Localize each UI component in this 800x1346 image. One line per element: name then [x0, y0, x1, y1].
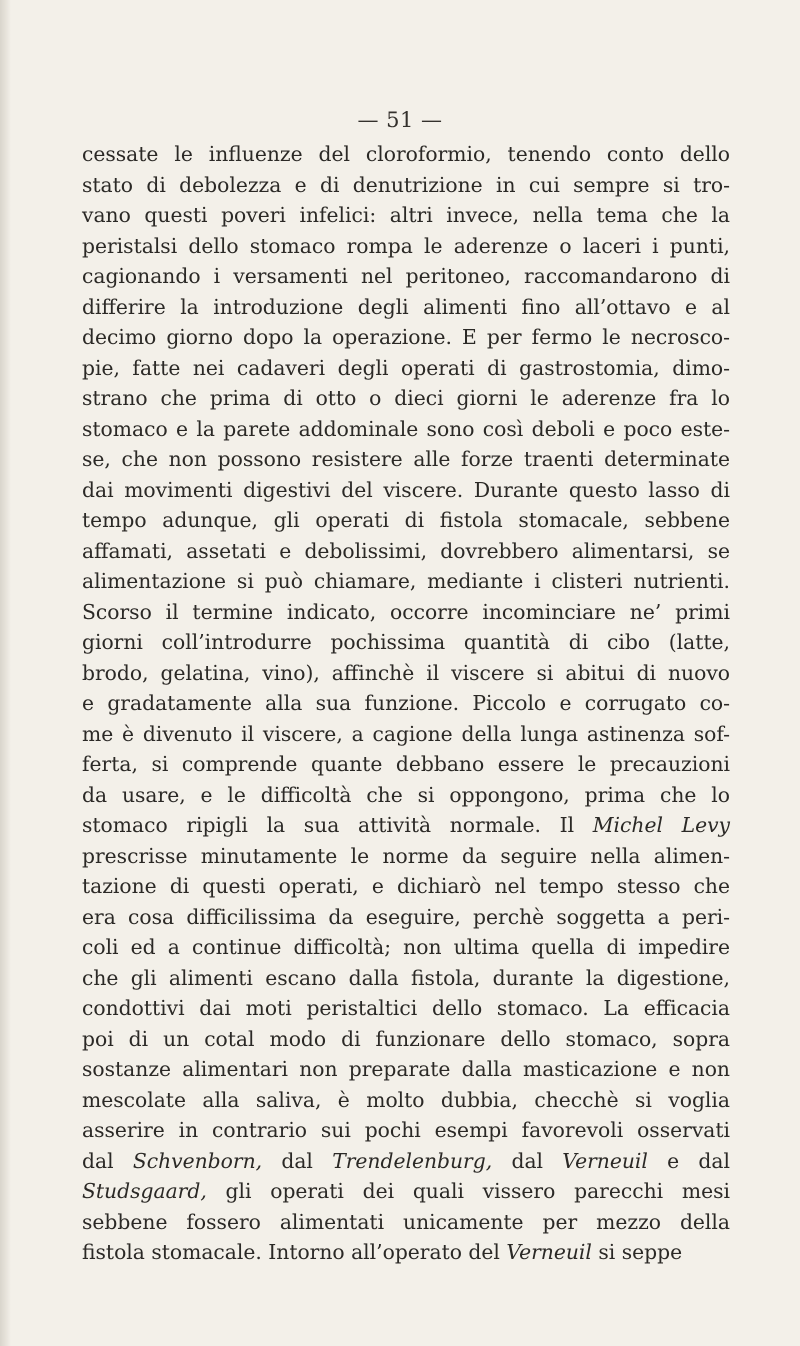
- text-line: [82, 536, 730, 567]
- text-segment: stomaco e la parete addominale sono così deboli e poco este-: [82, 416, 730, 441]
- text-segment: cagionando i versamenti nel peritoneo, raccomandarono di: [82, 264, 730, 288]
- text-segment: sostanze alimentari non preparate dalla masticazione e non: [82, 1057, 730, 1081]
- text-line: [82, 627, 730, 658]
- text-line: [82, 139, 730, 170]
- text-line: [82, 993, 730, 1024]
- text-segment: da usare, e le difficoltà che si oppongono, prima che lo: [82, 782, 730, 807]
- text-segment: Scorso il termine indicato, occorre incominciare ne’ primi: [82, 599, 730, 624]
- text-line: [82, 566, 730, 597]
- text-segment: e dal: [647, 1148, 730, 1173]
- text-segment: condottivi dai moti peristaltici dello stomaco. La efficacia: [82, 996, 730, 1020]
- text-segment: se, che non possono resistere alle forze traenti determinate: [82, 447, 730, 471]
- text-segment: poi di un cotal modo di funzionare dello stomaco, sopra: [82, 1026, 730, 1051]
- text-segment: alimentazione si può chiamare, mediante i clisteri nutrienti.: [82, 569, 730, 593]
- text-line: [82, 200, 730, 231]
- text-line: [82, 1176, 730, 1207]
- text-line: [82, 475, 730, 506]
- text-line: [82, 170, 730, 201]
- text-segment: che gli alimenti escano dalla fistola, durante la digestione,: [82, 965, 730, 990]
- text-segment: ferta, si comprende quante debbano essere le precauzioni: [82, 752, 730, 776]
- text-segment: coli ed a continue difficoltà; non ultima quella di impedire: [82, 935, 730, 959]
- text-line: [82, 292, 730, 323]
- text-segment: affamati, assetati e debolissimi, dovrebbero alimentarsi, se: [82, 538, 730, 563]
- text-segment: si seppe: [591, 1240, 683, 1264]
- text-segment: era cosa difficilissima da eseguire, perchè soggetta a peri-: [82, 904, 730, 929]
- text-segment: dal: [82, 1148, 133, 1173]
- text-segment: dal: [492, 1148, 563, 1173]
- text-line: [82, 353, 730, 384]
- text-segment: differire la introduzione degli alimenti fino all’ottavo e al: [82, 294, 730, 319]
- text-line: [82, 780, 730, 811]
- italic-name: Michel Levy: [592, 813, 730, 837]
- text-line: [82, 505, 730, 536]
- italic-name: Verneuil: [562, 1148, 648, 1173]
- text-segment: me è divenuto il viscere, a cagione della lunga astinenza sof-: [82, 721, 730, 746]
- text-line: [82, 1146, 730, 1177]
- text-line: [82, 902, 730, 933]
- text-line: [82, 597, 730, 628]
- text-segment: fistola stomacale. Intorno all’operato del: [82, 1240, 507, 1264]
- text-line: [82, 871, 730, 902]
- text-line: [82, 749, 730, 780]
- text-segment: prescrisse minutamente le norme da seguire nella alimen-: [82, 843, 730, 868]
- text-line: [82, 841, 730, 872]
- text-segment: cessate le influenze del cloroformio, tenendo conto dello: [82, 142, 730, 166]
- text-line: [82, 1085, 730, 1116]
- text-line: [82, 322, 730, 353]
- text-segment: stomaco ripigli la sua attività normale. Il: [82, 813, 575, 837]
- text-segment: vano questi poveri infelici: altri invece, nella tema che la: [82, 203, 730, 227]
- text-segment: decimo giorno dopo la operazione. E per fermo le necrosco-: [82, 325, 730, 349]
- text-segment: pie, fatte nei cadaveri degli operati di gastrostomia, dimo-: [82, 355, 730, 380]
- italic-name: Studsgaard,: [82, 1179, 207, 1203]
- text-line: [82, 1237, 730, 1268]
- text-line: [82, 932, 730, 963]
- italic-name: Trendelenburg,: [332, 1148, 493, 1173]
- text-line: [82, 231, 730, 262]
- text-line: [82, 1024, 730, 1055]
- text-line: [82, 963, 730, 994]
- text-segment: mescolate alla saliva, è molto dubbia, checchè si voglia: [82, 1087, 730, 1112]
- text-segment: giorni coll’introdurre pochissima quantità di cibo (latte,: [82, 630, 730, 654]
- text-line: [82, 688, 730, 719]
- text-line: [82, 1207, 730, 1238]
- text-segment: dal: [262, 1148, 333, 1173]
- body-text: [82, 139, 730, 1268]
- text-line: [82, 719, 730, 750]
- text-segment: asserire in contrario sui pochi esempi favorevoli osservati: [82, 1118, 730, 1142]
- text-segment: sebbene fossero alimentati unicamente per mezzo della: [82, 1209, 730, 1234]
- page-number: — 51 —: [357, 108, 443, 132]
- text-line: [82, 658, 730, 689]
- italic-name: Schvenborn,: [132, 1148, 263, 1173]
- text-segment: stato di debolezza e di denutrizione in cui sempre si tro-: [82, 172, 730, 197]
- text-line: [82, 414, 730, 445]
- text-line: [82, 1115, 730, 1146]
- text-segment: strano che prima di otto o dieci giorni le aderenze fra lo: [82, 386, 730, 410]
- text-line: [82, 444, 730, 475]
- text-line: [82, 810, 730, 841]
- text-segment: e gradatamente alla sua funzione. Piccolo e corrugato co-: [82, 691, 730, 715]
- text-segment: gli operati dei quali vissero parecchi mesi: [206, 1179, 730, 1203]
- text-line: [82, 261, 730, 292]
- text-line: [82, 383, 730, 414]
- text-segment: tempo adunque, gli operati di fistola stomacale, sebbene: [82, 508, 730, 532]
- text-segment: brodo, gelatina, vino), affinchè il viscere si abitui di nuovo: [82, 660, 730, 685]
- italic-name: Verneuil: [506, 1240, 592, 1264]
- text-line: [82, 1054, 730, 1085]
- page-edge-shadow: [0, 0, 11, 1346]
- text-segment: tazione di questi operati, e dichiarò nel tempo stesso che: [82, 874, 730, 898]
- text-segment: dai movimenti digestivi del viscere. Durante questo lasso di: [82, 477, 730, 502]
- text-segment: peristalsi dello stomaco rompa le aderenze o laceri i punti,: [82, 233, 730, 258]
